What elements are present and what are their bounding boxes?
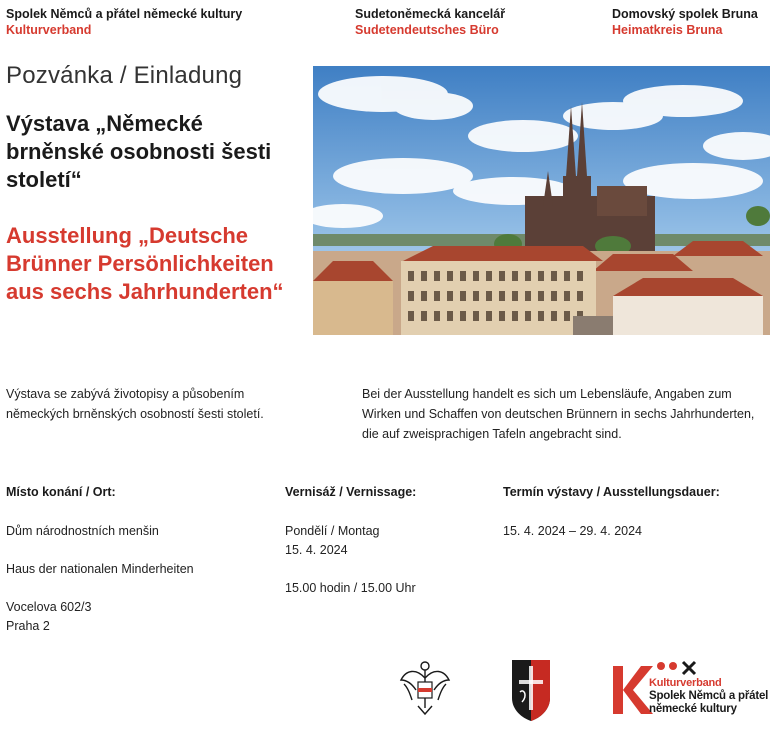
description-de: Bei der Ausstellung handelt es sich um Lebensläufe, Angaben zum Wirken und Schaffen von deutschen Brünnern in sechs Jahrhunderten, die auf zweisprachigen Tafeln angebracht sind. [362,387,755,441]
header-org-bruna [612,6,758,38]
invitation-heading: Pozvánka / Einladung [6,62,243,89]
place-name-cz: Dům národnostních menšin [6,524,159,538]
org-name-cz: Sudetoněmecká kancelář [355,7,506,21]
logo-line-kulturverband: Kulturverband [649,677,722,689]
address-city: Praha 2 [6,619,50,633]
logo-line-spolek: Spolek Němců a přátel německé kultury [649,690,769,715]
org-name-de: Sudetendeutsches Büro [355,23,499,37]
address-street: Vocelova 602/3 [6,600,92,614]
exhibition-title-de: Ausstellung „Deutsche Brünner Persönlichkeiten aus sechs Jahrhunderten“ [6,223,284,304]
duration-value: 15. 4. 2024 – 29. 4. 2024 [503,524,643,538]
vernissage-date: 15. 4. 2024 [285,543,348,557]
place-label: Místo konání / Ort: [6,485,116,499]
org-name-cz: Spolek Němců a přátel německé kultury [6,7,243,21]
org-name-de: Heimatkreis Bruna [612,23,723,37]
vernissage-day: Pondělí / Montag [285,524,380,538]
vernissage-label: Vernisáž / Vernissage: [285,485,417,499]
org-name-de: Kulturverband [6,23,92,37]
duration-label: Termín výstavy / Ausstellungsdauer: [503,485,720,499]
bruna-shield-icon [510,658,552,722]
header-org-sudeten-office [355,6,505,38]
header-org-kulturverband [6,6,242,38]
kulturverband-logo [611,660,776,718]
place-name-de: Haus der nationalen Minderheiten [6,562,194,576]
description-cz: Výstava se zabývá životopisy a působením německých brněnských osobností šesti století. [6,387,264,421]
vernissage-time: 15.00 hodin / 15.00 Uhr [285,581,416,595]
org-name-cz: Domovský spolek Bruna [612,7,758,21]
eagle-coat-of-arms-icon [398,658,452,716]
brno-cityscape-photo [313,66,770,335]
exhibition-title-cz: Výstava „Německé brněnské osobnosti šesti století“ [6,111,272,192]
